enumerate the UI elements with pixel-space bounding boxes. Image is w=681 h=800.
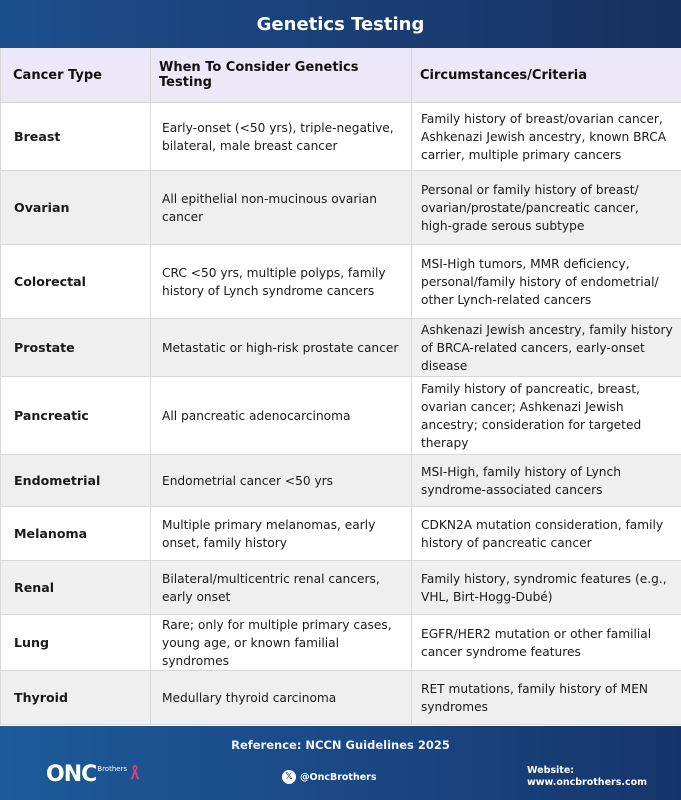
table-row xyxy=(1,615,681,671)
table-row xyxy=(1,561,681,615)
criteria-cell: MSI-High tumors, MMR deficiency, personal/family history of endometrial/ other Lynch-related cancers xyxy=(412,245,681,319)
cancer-type-cell: Prostate xyxy=(1,319,151,377)
genetics-table xyxy=(0,48,681,725)
when-cell: All epithelial non-mucinous ovarian cancer xyxy=(151,171,412,245)
logo-text: ONC xyxy=(46,762,97,787)
when-cell: CRC <50 yrs, multiple polyps, family history of Lynch syndrome cancers xyxy=(151,245,412,319)
criteria-cell: EGFR/HER2 mutation or other familial cancer syndrome features xyxy=(412,615,681,671)
cancer-type-cell: Lung xyxy=(1,615,151,671)
criteria-cell: Family history of breast/ovarian cancer, Ashkenazi Jewish ancestry, known BRCA carrier, multiple primary cancers xyxy=(412,103,681,171)
criteria-cell: RET mutations, family history of MEN syndromes xyxy=(412,671,681,725)
when-cell: Endometrial cancer <50 yrs xyxy=(151,455,412,507)
criteria-cell: MSI-High, family history of Lynch syndrome-associated cancers xyxy=(412,455,681,507)
header-when: When To Consider Genetics Testing xyxy=(151,48,412,103)
cancer-type-cell: Melanoma xyxy=(1,507,151,561)
onc-brothers-logo xyxy=(46,762,140,787)
when-cell: Medullary thyroid carcinoma xyxy=(151,671,412,725)
cancer-type-cell: Endometrial xyxy=(1,455,151,507)
when-cell: Metastatic or high-risk prostate cancer xyxy=(151,319,412,377)
website-block[interactable] xyxy=(527,765,647,789)
table-row xyxy=(1,103,681,171)
when-cell: Rare; only for multiple primary cases, young age, or known familial syndromes xyxy=(151,615,412,671)
social-handle: @OncBrothers xyxy=(300,771,377,783)
page-title: Genetics Testing xyxy=(256,13,425,35)
when-cell: Multiple primary melanomas, early onset, family history xyxy=(151,507,412,561)
awareness-ribbon-icon xyxy=(130,764,140,784)
table-header-row xyxy=(1,48,681,103)
criteria-cell: CDKN2A mutation consideration, family history of pancreatic cancer xyxy=(412,507,681,561)
table-row xyxy=(1,377,681,455)
table-row xyxy=(1,671,681,725)
table-row xyxy=(1,455,681,507)
table-row xyxy=(1,507,681,561)
reference-text: Reference: NCCN Guidelines 2025 xyxy=(231,738,450,752)
when-cell: All pancreatic adenocarcinoma xyxy=(151,377,412,455)
cancer-type-cell: Breast xyxy=(1,103,151,171)
website-label: Website: xyxy=(527,765,575,776)
cancer-type-cell: Pancreatic xyxy=(1,377,151,455)
social-link[interactable] xyxy=(282,770,377,784)
cancer-type-cell: Ovarian xyxy=(1,171,151,245)
criteria-cell: Family history, syndromic features (e.g., VHL, Birt-Hogg-Dubé) xyxy=(412,561,681,615)
criteria-cell: Ashkenazi Jewish ancestry, family history of BRCA-related cancers, early-onset disease xyxy=(412,319,681,377)
header-criteria: Circumstances/Criteria xyxy=(412,48,681,103)
footer xyxy=(0,726,681,800)
table-row xyxy=(1,319,681,377)
criteria-cell: Personal or family history of breast/ ovarian/prostate/pancreatic cancer, high-grade serous subtype xyxy=(412,171,681,245)
logo-subtext: Brothers xyxy=(97,764,128,773)
table-row xyxy=(1,171,681,245)
table-row xyxy=(1,245,681,319)
when-cell: Early-onset (<50 yrs), triple-negative, bilateral, male breast cancer xyxy=(151,103,412,171)
criteria-cell: Family history of pancreatic, breast, ovarian cancer; Ashkenazi Jewish ancestry; consideration for targeted therapy xyxy=(412,377,681,455)
cancer-type-cell: Colorectal xyxy=(1,245,151,319)
title-bar xyxy=(0,0,681,48)
cancer-type-cell: Thyroid xyxy=(1,671,151,725)
website-url: www.oncbrothers.com xyxy=(527,777,648,788)
cancer-type-cell: Renal xyxy=(1,561,151,615)
when-cell: Bilateral/multicentric renal cancers, early onset xyxy=(151,561,412,615)
x-logo-icon: 𝕏 xyxy=(282,770,296,784)
header-cancer-type: Cancer Type xyxy=(1,48,151,103)
